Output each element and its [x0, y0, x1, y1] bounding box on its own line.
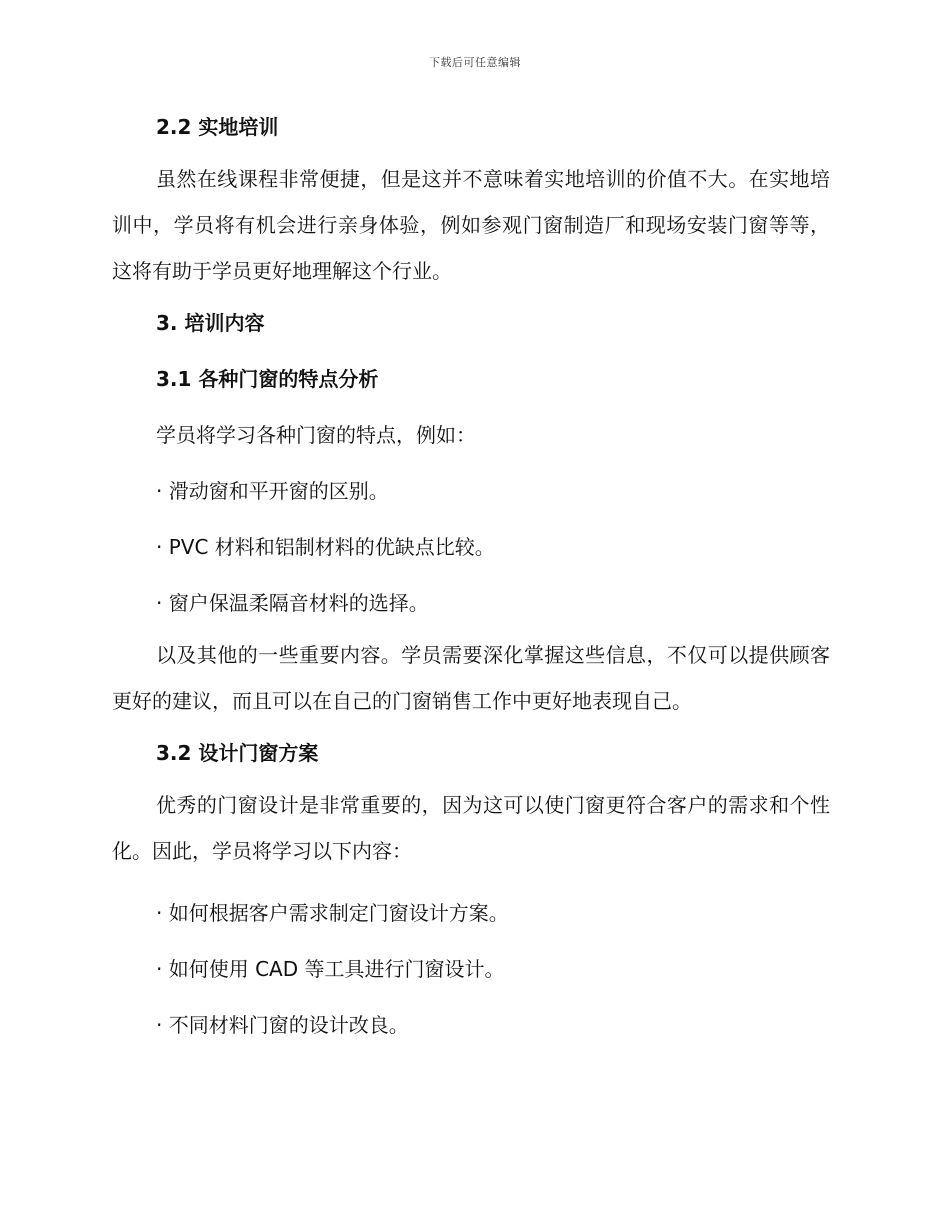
bullet-item: · PVC 材料和铝制材料的优缺点比较。: [156, 535, 495, 559]
bullet-item: · 如何根据客户需求制定门窗设计方案。: [156, 901, 509, 925]
bullet-item: · 窗户保温柔隔音材料的选择。: [156, 591, 429, 615]
paragraph-3-1-intro: 学员将学习各种门窗的特点，例如：: [156, 423, 476, 447]
section-heading-3-2: 3.2 设计门窗方案: [156, 741, 319, 765]
header-note: 下载后可任意编辑: [429, 56, 521, 69]
paragraph-3-1-outro: 以及其他的一些重要内容。学员需要深化掌握这些信息，不仅可以提供顾客更好的建议，而且可以在自己的门窗销售工作中更好地表现自己。: [112, 643, 830, 713]
section-heading-2-2: 2.2 实地培训: [156, 115, 279, 139]
section-heading-3: 3. 培训内容: [156, 311, 265, 335]
bullet-item: · 如何使用 CAD 等工具进行门窗设计。: [156, 957, 505, 981]
section-heading-3-1: 3.1 各种门窗的特点分析: [156, 367, 379, 391]
bullet-item: · 滑动窗和平开窗的区别。: [156, 479, 389, 503]
paragraph-on-site-training: 虽然在线课程非常便捷，但是这并不意味着实地培训的价值不大。在实地培训中，学员将有机会进行亲身体验，例如参观门窗制造厂和现场安装门窗等等，这将有助于学员更好地理解这个行业。: [112, 167, 830, 283]
paragraph-3-2-intro: 优秀的门窗设计是非常重要的，因为这可以使门窗更符合客户的需求和个性化。因此，学员将学习以下内容：: [112, 793, 830, 863]
bullet-item: · 不同材料门窗的设计改良。: [156, 1013, 409, 1037]
document-body: [112, 110, 830, 1042]
